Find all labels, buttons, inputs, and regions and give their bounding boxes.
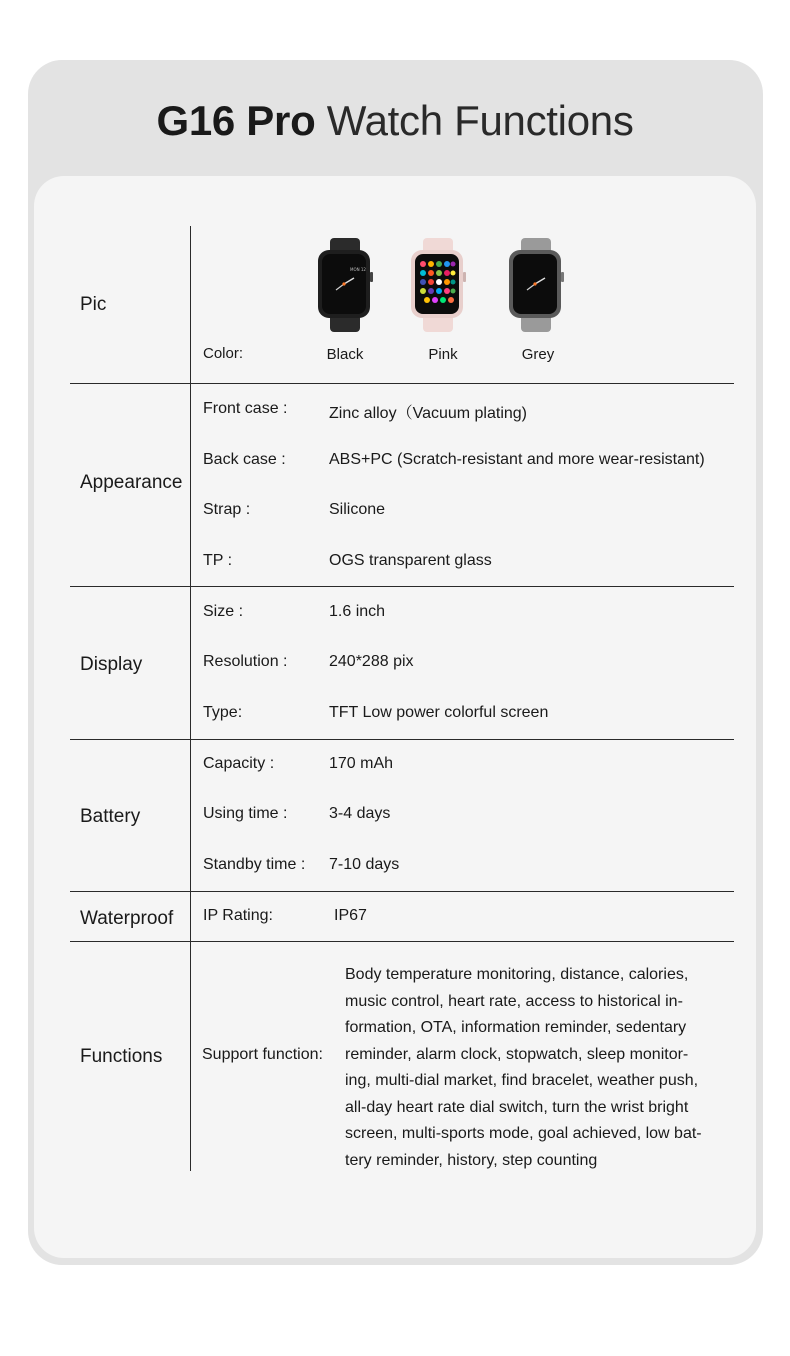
spec-value: 7-10 days	[329, 856, 400, 873]
spec-value: ABS+PC (Scratch-resistant and more wear-resistant)	[329, 451, 705, 468]
spec-value: Silicone	[329, 501, 386, 518]
functions-line: ing, multi-dial market, find bracelet, weather push,	[345, 1072, 699, 1089]
functions-line: music control, heart rate, access to historical in-	[345, 992, 683, 1010]
watch-image-black	[316, 238, 374, 332]
spec-label: Using time :	[203, 805, 288, 822]
spec-value: 3-4 days	[329, 805, 391, 822]
category-pic: Pic	[80, 294, 107, 315]
category-appearance: Appearance	[80, 472, 183, 493]
spec-value: OGS transparent glass	[329, 552, 492, 569]
row-divider-appearance	[70, 586, 734, 587]
spec-value: 240*288 pix	[329, 653, 414, 670]
watch-image-grey	[507, 238, 565, 332]
spec-value: IP67	[334, 907, 367, 924]
spec-label: IP Rating:	[203, 907, 273, 924]
page-title	[0, 96, 790, 146]
spec-value: Zinc alloy（Vacuum plating)	[329, 405, 528, 422]
title-suffix: Watch Functions	[326, 97, 634, 144]
spec-value: TFT Low power colorful screen	[329, 704, 549, 721]
functions-line: Body temperature monitoring, distance, calories,	[345, 966, 689, 983]
category-display: Display	[80, 654, 143, 675]
spec-value: 1.6 inch	[329, 603, 386, 620]
title-model: G16 Pro	[156, 97, 316, 144]
color-name-pink: Pink	[428, 346, 458, 363]
watch-image-pink	[409, 238, 467, 332]
functions-line: reminder, alarm clock, stopwatch, sleep monitor-	[345, 1045, 689, 1063]
table-vertical-divider	[190, 226, 191, 1171]
row-divider-waterproof	[70, 941, 734, 942]
spec-label: Front case :	[203, 400, 288, 417]
spec-label: Size :	[203, 603, 244, 620]
functions-line: all-day heart rate dial switch, turn the wrist bright	[345, 1098, 689, 1116]
functions-line: screen, multi-sports mode, goal achieved, low bat-	[345, 1125, 702, 1142]
category-functions: Functions	[80, 1046, 163, 1067]
category-waterproof: Waterproof	[80, 908, 174, 929]
spec-label: Resolution :	[203, 653, 288, 670]
row-divider-display	[70, 739, 734, 740]
spec-value: 170 mAh	[329, 755, 394, 772]
spec-label: TP :	[203, 552, 233, 569]
functions-line: tery reminder, history, step counting	[345, 1151, 598, 1169]
category-battery: Battery	[80, 806, 141, 827]
color-name-black: Black	[326, 346, 364, 363]
watch-face-text: MON 12	[350, 267, 366, 272]
spec-label: Capacity :	[203, 755, 275, 772]
spec-label: Strap :	[203, 501, 251, 518]
row-divider-battery	[70, 891, 734, 892]
functions-description	[345, 962, 745, 1174]
color-label: Color:	[203, 345, 244, 362]
spec-label: Back case :	[203, 451, 286, 468]
spec-label: Type:	[203, 704, 243, 721]
color-name-grey: Grey	[521, 346, 555, 363]
spec-label: Support function:	[202, 1046, 323, 1063]
row-divider-pic	[70, 383, 734, 384]
functions-line: formation, OTA, information reminder, sedentary	[345, 1019, 687, 1036]
spec-label: Standby time :	[203, 856, 306, 873]
